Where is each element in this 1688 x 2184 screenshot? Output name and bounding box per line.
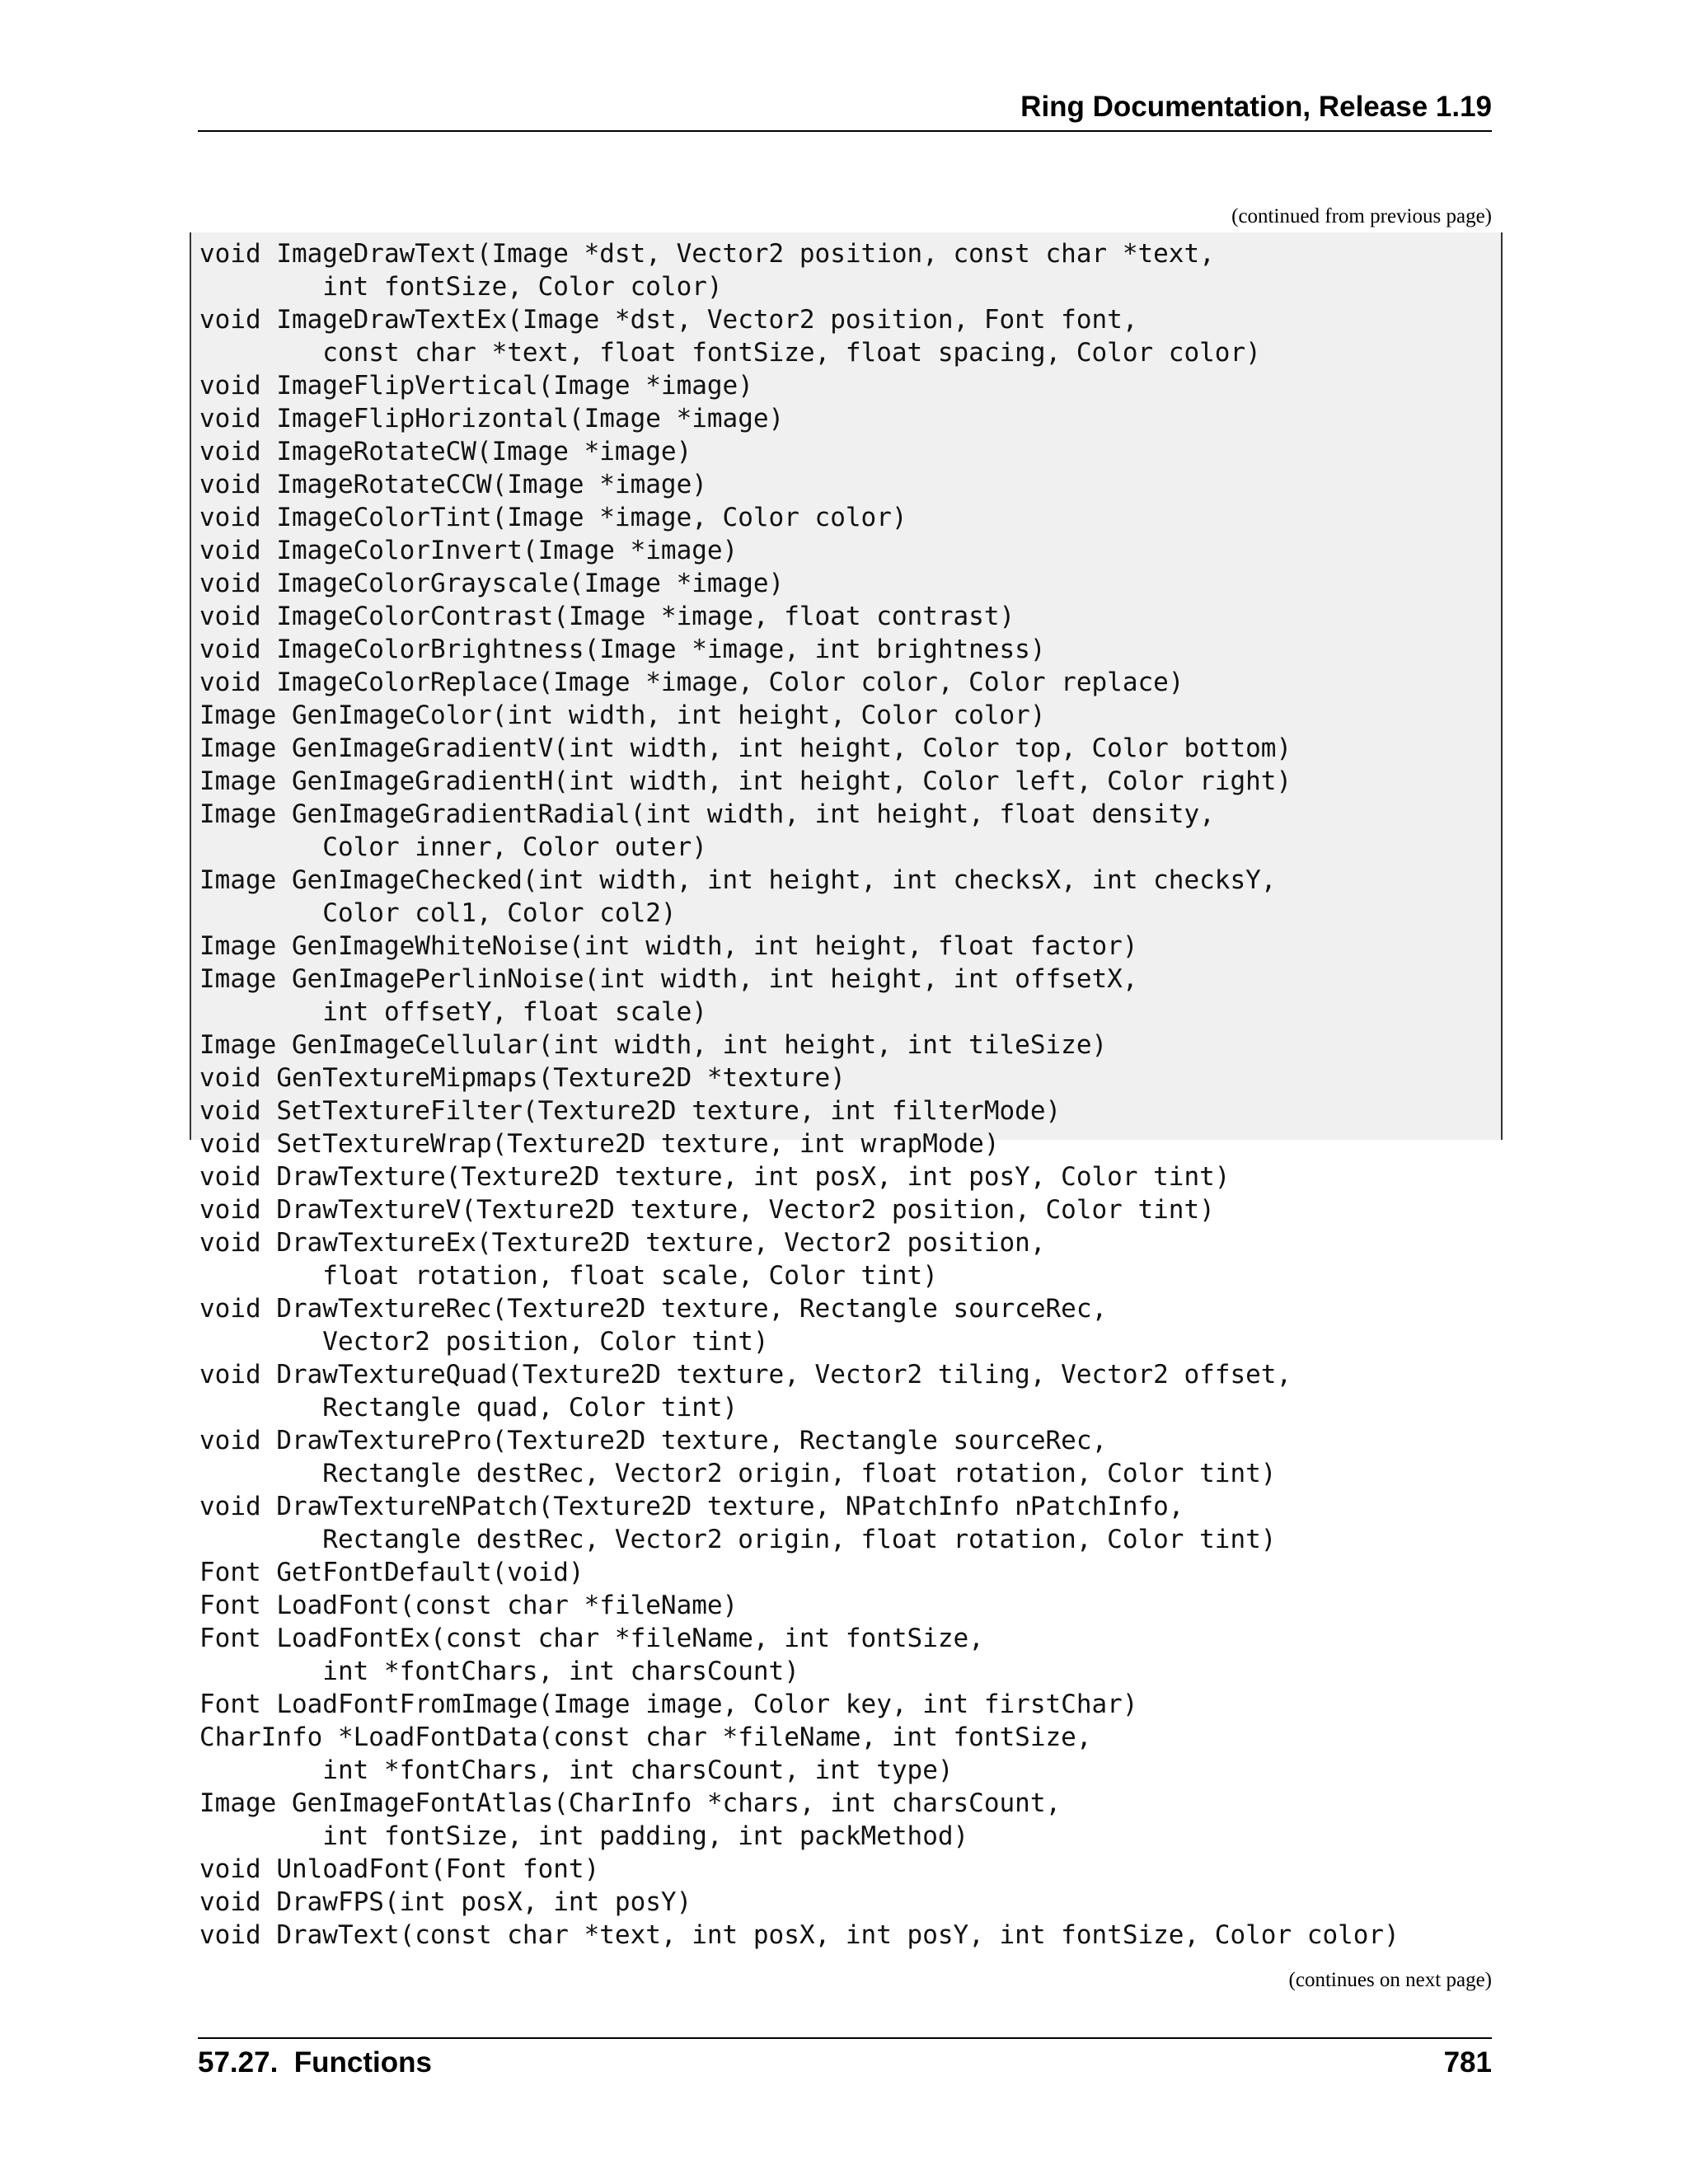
code-line: void SetTextureFilter(Texture2D texture, int filterMode) bbox=[199, 1096, 1062, 1126]
page-header-title: Ring Documentation, Release 1.19 bbox=[1020, 91, 1492, 123]
code-line: Image GenImageWhiteNoise(int width, int height, float factor) bbox=[199, 931, 1138, 961]
code-line: void ImageColorReplace(Image *image, Color color, Color replace) bbox=[199, 668, 1184, 697]
code-line: Image GenImagePerlinNoise(int width, int height, int offsetX, bbox=[199, 964, 1138, 994]
code-line: const char *text, float fontSize, float spacing, Color color) bbox=[199, 338, 1261, 368]
code-line: Color inner, Color outer) bbox=[199, 832, 707, 862]
code-line: Rectangle destRec, Vector2 origin, float rotation, Color tint) bbox=[199, 1459, 1277, 1488]
code-line: void ImageFlipVertical(Image *image) bbox=[199, 371, 753, 401]
code-line: float rotation, float scale, Color tint) bbox=[199, 1261, 938, 1291]
code-line: Image GenImageFontAtlas(CharInfo *chars, int charsCount, bbox=[199, 1788, 1062, 1818]
code-line: void ImageColorBrightness(Image *image, int brightness) bbox=[199, 635, 1046, 664]
code-line: void UnloadFont(Font font) bbox=[199, 1854, 600, 1884]
code-line: Font LoadFontEx(const char *fileName, int fontSize, bbox=[199, 1624, 984, 1653]
code-line: void ImageColorTint(Image *image, Color color) bbox=[199, 503, 907, 532]
code-line: void DrawFPS(int posX, int posY) bbox=[199, 1887, 692, 1917]
code-line: int *fontChars, int charsCount) bbox=[199, 1657, 799, 1686]
code-line: Font LoadFont(const char *fileName) bbox=[199, 1591, 738, 1620]
code-line: void ImageColorGrayscale(Image *image) bbox=[199, 569, 785, 598]
code-line: void DrawTexturePro(Texture2D texture, Rectangle sourceRec, bbox=[199, 1426, 1108, 1455]
code-line: void DrawTextureQuad(Texture2D texture, Vector2 tiling, Vector2 offset, bbox=[199, 1360, 1292, 1390]
footer-section-title: 57.27. Functions bbox=[198, 2046, 432, 2079]
code-line: Image GenImageGradientV(int width, int height, Color top, Color bottom) bbox=[199, 733, 1292, 763]
footer-divider bbox=[198, 2037, 1492, 2039]
code-line: void DrawTextureEx(Texture2D texture, Vector2 position, bbox=[199, 1228, 1046, 1258]
continues-next-note: (continues on next page) bbox=[1288, 1969, 1492, 1991]
code-line: Font LoadFontFromImage(Image image, Color key, int firstChar) bbox=[199, 1690, 1138, 1719]
code-line: int fontSize, int padding, int packMethod) bbox=[199, 1821, 969, 1851]
code-line: Font GetFontDefault(void) bbox=[199, 1558, 584, 1587]
code-line: CharInfo *LoadFontData(const char *fileName, int fontSize, bbox=[199, 1722, 1092, 1752]
code-line: void DrawTextureRec(Texture2D texture, Rectangle sourceRec, bbox=[199, 1294, 1108, 1324]
code-line: int *fontChars, int charsCount, int type) bbox=[199, 1755, 954, 1785]
code-line: void ImageDrawTextEx(Image *dst, Vector2 position, Font font, bbox=[199, 305, 1138, 335]
code-line: Image GenImageCellular(int width, int height, int tileSize) bbox=[199, 1030, 1108, 1060]
code-line: void SetTextureWrap(Texture2D texture, int wrapMode) bbox=[199, 1129, 1000, 1159]
code-line: void ImageRotateCCW(Image *image) bbox=[199, 470, 707, 499]
code-line: void DrawTexture(Texture2D texture, int posX, int posY, Color tint) bbox=[199, 1162, 1231, 1192]
code-line: Image GenImageGradientRadial(int width, int height, float density, bbox=[199, 799, 1215, 829]
code-line: int fontSize, Color color) bbox=[199, 272, 723, 302]
code-line: Image GenImageChecked(int width, int height, int checksX, int checksY, bbox=[199, 865, 1277, 895]
code-block bbox=[190, 232, 1503, 1950]
page-number: 781 bbox=[1443, 2046, 1492, 2079]
continued-from-note: (continued from previous page) bbox=[1231, 205, 1492, 227]
code-line: void ImageColorContrast(Image *image, float contrast) bbox=[199, 602, 1015, 631]
code-line: void DrawTextureV(Texture2D texture, Vector2 position, Color tint) bbox=[199, 1195, 1215, 1225]
code-line: Image GenImageGradientH(int width, int height, Color left, Color right) bbox=[199, 766, 1292, 796]
code-line: void ImageRotateCW(Image *image) bbox=[199, 437, 692, 466]
code-line: void DrawText(const char *text, int posX, int posY, int fontSize, Color color) bbox=[199, 1920, 1400, 1950]
code-line: Color col1, Color col2) bbox=[199, 898, 677, 928]
code-line: int offsetY, float scale) bbox=[199, 997, 707, 1027]
code-line: Rectangle destRec, Vector2 origin, float rotation, Color tint) bbox=[199, 1525, 1277, 1554]
code-line: Vector2 position, Color tint) bbox=[199, 1327, 769, 1357]
code-line: void DrawTextureNPatch(Texture2D texture, NPatchInfo nPatchInfo, bbox=[199, 1492, 1184, 1521]
header-divider bbox=[198, 130, 1492, 132]
code-line: Image GenImageColor(int width, int height, Color color) bbox=[199, 701, 1046, 730]
code-line: void ImageFlipHorizontal(Image *image) bbox=[199, 404, 785, 434]
code-line: void ImageDrawText(Image *dst, Vector2 position, const char *text, bbox=[199, 239, 1215, 269]
code-line: void ImageColorInvert(Image *image) bbox=[199, 536, 738, 565]
code-line: Rectangle quad, Color tint) bbox=[199, 1393, 738, 1422]
code-line: void GenTextureMipmaps(Texture2D *texture) bbox=[199, 1063, 846, 1093]
